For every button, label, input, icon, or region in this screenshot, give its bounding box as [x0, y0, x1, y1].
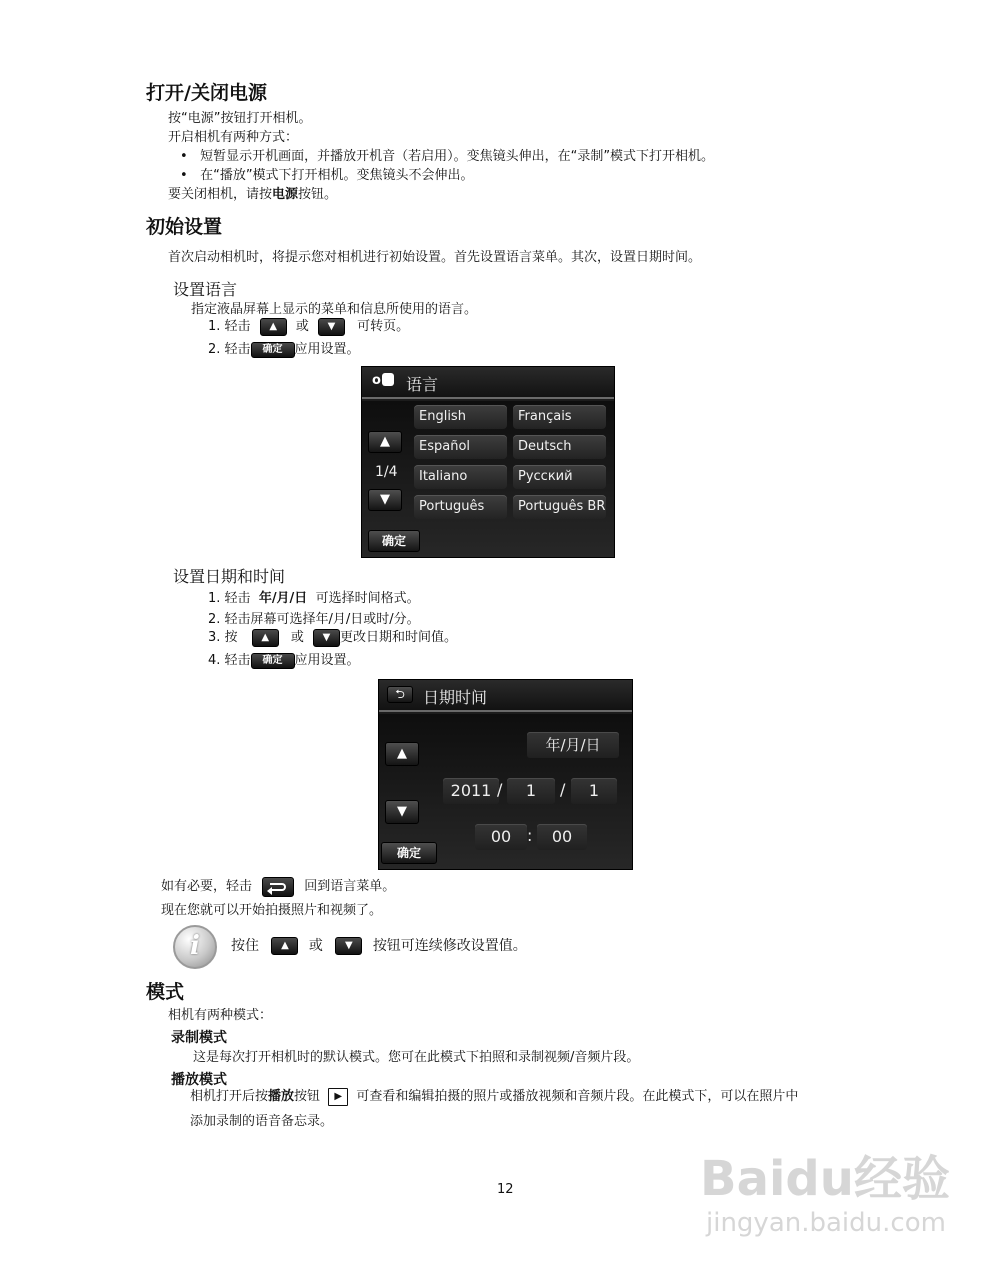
lang-step-2-pre: 2. 轻击 [208, 342, 251, 357]
tip-or: 或 [308, 938, 323, 954]
lang-desc: 指定液晶屏幕上显示的菜单和信息所使用的语言。 [191, 302, 478, 317]
section-title-power: 打开/关闭电源 [146, 82, 267, 104]
language-screen [361, 366, 615, 558]
power-line-3-bold: 电源 [272, 187, 299, 202]
up-arrow-icon: ▲ [260, 318, 287, 336]
lang-step-2 [208, 340, 360, 360]
year-field[interactable]: 2011 [443, 778, 499, 804]
datetime-screen-title: 日期时间 [423, 688, 488, 707]
record-mode-desc: 这是每次打开相机时的默认模式。您可在此模式下拍照和录制视频/音频片段。 [193, 1050, 640, 1065]
section-title-modes: 模式 [146, 981, 185, 1003]
back-instruction [161, 876, 395, 898]
month-field[interactable]: 1 [507, 778, 555, 804]
page-down-button[interactable]: ▼ [368, 489, 402, 511]
date-format-field[interactable]: 年/月/日 [527, 732, 619, 758]
tip-pre: 按住 [231, 938, 259, 954]
dt-step-4-post: 应用设置。 [294, 653, 360, 668]
up-arrow-icon: ▲ [271, 937, 298, 955]
language-screen-body [362, 401, 614, 557]
lang-heading: 设置语言 [173, 280, 238, 299]
time-separator: : [527, 826, 533, 845]
datetime-screen [378, 679, 633, 870]
language-option-portugues[interactable]: Português [414, 495, 507, 519]
watermark-brand: Baidu经验 [700, 1151, 950, 1207]
date-separator: / [497, 780, 503, 799]
language-option-russian[interactable]: Русский [513, 465, 606, 489]
datetime-screen-titlebar [379, 680, 632, 712]
play-icon: ▶ [328, 1088, 348, 1106]
language-option-italiano[interactable]: Italiano [414, 465, 507, 489]
lang-step-1 [208, 317, 409, 337]
down-arrow-icon: ▼ [313, 629, 340, 647]
play-desc-pre: 相机打开后按 [190, 1089, 269, 1104]
info-icon: i [173, 925, 217, 969]
power-line-3 [168, 183, 337, 202]
lang-step-1-pre: 1. 轻击 [208, 319, 251, 334]
power-line-3-post: 按钮。 [298, 187, 338, 202]
bullet-1: • 短暂显示开机画面，并播放开机音（若启用）。变焦镜头伸出，在“录制”模式下打开相机。 [180, 149, 715, 164]
up-arrow-icon: ▲ [252, 629, 279, 647]
dt-step-3-post: 更改日期和时间值。 [339, 630, 457, 645]
language-option-english[interactable]: English [414, 405, 507, 429]
record-mode-title: 录制模式 [171, 1030, 227, 1046]
language-option-deutsch[interactable]: Deutsch [513, 435, 606, 459]
datetime-heading: 设置日期和时间 [173, 567, 286, 586]
ok-button-icon: 确定 [251, 342, 295, 358]
dt-step-1-bold: 年/月/日 [258, 591, 308, 606]
dt-step-3 [208, 628, 457, 648]
language-icon: o [372, 373, 394, 388]
watermark-url: jingyan.baidu.com [706, 1208, 946, 1238]
play-desc-mid: 按钮 [294, 1089, 321, 1104]
language-option-espanol[interactable]: Español [414, 435, 507, 459]
lang-step-1-or: 或 [295, 319, 309, 334]
back-instruction-post: 回到语言菜单。 [304, 879, 396, 894]
dt-step-4 [208, 651, 360, 671]
lang-step-2-post: 应用设置。 [294, 342, 360, 357]
down-arrow-icon: ▼ [335, 937, 362, 955]
lang-step-1-post: 可转页。 [357, 319, 410, 334]
dt-step-4-pre: 4. 轻击 [208, 653, 251, 668]
section-title-initial: 初始设置 [146, 216, 223, 238]
ok-button-icon: 确定 [251, 653, 295, 669]
play-desc-bold: 播放 [268, 1089, 295, 1104]
power-line-3-pre: 要关闭相机，请按 [168, 187, 273, 202]
language-option-portugues-br[interactable]: Português BR [513, 495, 606, 519]
dt-step-1-post: 可选择时间格式。 [315, 591, 420, 606]
minute-field[interactable]: 00 [537, 824, 587, 850]
power-line-2: 开启相机有两种方式： [168, 130, 299, 145]
language-screen-title: 语言 [406, 375, 439, 394]
down-arrow-icon: ▼ [318, 318, 345, 336]
hour-field[interactable]: 00 [475, 824, 527, 850]
date-separator: / [560, 780, 566, 799]
power-line-1: 按“电源”按钮打开相机。 [168, 111, 312, 126]
dt-step-1-pre: 1. 轻击 [208, 591, 251, 606]
tip-post: 按钮可连续修改设置值。 [372, 938, 527, 954]
page-number: 12 [497, 1182, 514, 1197]
page-indicator: 1/4 [375, 464, 398, 480]
play-mode-desc [190, 1087, 798, 1107]
dt-step-1 [208, 587, 420, 606]
back-icon [262, 877, 294, 897]
page-up-button[interactable]: ▲ [368, 431, 402, 453]
play-desc-post: 可查看和编辑拍摄的照片或播放视频和音频片段。在此模式下，可以在照片中 [356, 1089, 799, 1104]
back-icon[interactable]: ⮌ [387, 686, 413, 703]
datetime-ok-button[interactable]: 确定 [381, 842, 437, 864]
back-instruction-pre: 如有必要，轻击 [161, 879, 253, 894]
datetime-screen-body [379, 714, 632, 869]
language-screen-titlebar [362, 367, 614, 399]
tip-text [231, 936, 527, 956]
language-option-francais[interactable]: Français [513, 405, 606, 429]
initial-intro: 首次启动相机时，将提示您对相机进行初始设置。首先设置语言菜单。其次，设置日期时间。 [168, 250, 702, 265]
dt-step-3-pre: 3. 按 [208, 630, 238, 645]
modes-intro: 相机有两种模式： [168, 1008, 273, 1023]
play-mode-desc-line-2: 添加录制的语音备忘录。 [190, 1114, 334, 1129]
dt-step-2: 2. 轻击屏幕可选择年/月/日或时/分。 [208, 612, 420, 627]
dt-step-3-or: 或 [290, 630, 304, 645]
ready-text: 现在您就可以开始拍摄照片和视频了。 [161, 903, 383, 918]
day-field[interactable]: 1 [571, 778, 617, 804]
bullet-2-text: 在“播放”模式下打开相机。变焦镜头不会伸出。 [200, 168, 474, 183]
bullet-1-text: 短暂显示开机画面，并播放开机音（若启用）。变焦镜头伸出，在“录制”模式下打开相机。 [200, 149, 715, 164]
value-up-button[interactable]: ▲ [385, 742, 419, 766]
bullet-2: • 在“播放”模式下打开相机。变焦镜头不会伸出。 [180, 168, 474, 183]
value-down-button[interactable]: ▼ [385, 800, 419, 824]
language-ok-button[interactable]: 确定 [368, 530, 420, 552]
play-mode-title: 播放模式 [171, 1072, 227, 1088]
